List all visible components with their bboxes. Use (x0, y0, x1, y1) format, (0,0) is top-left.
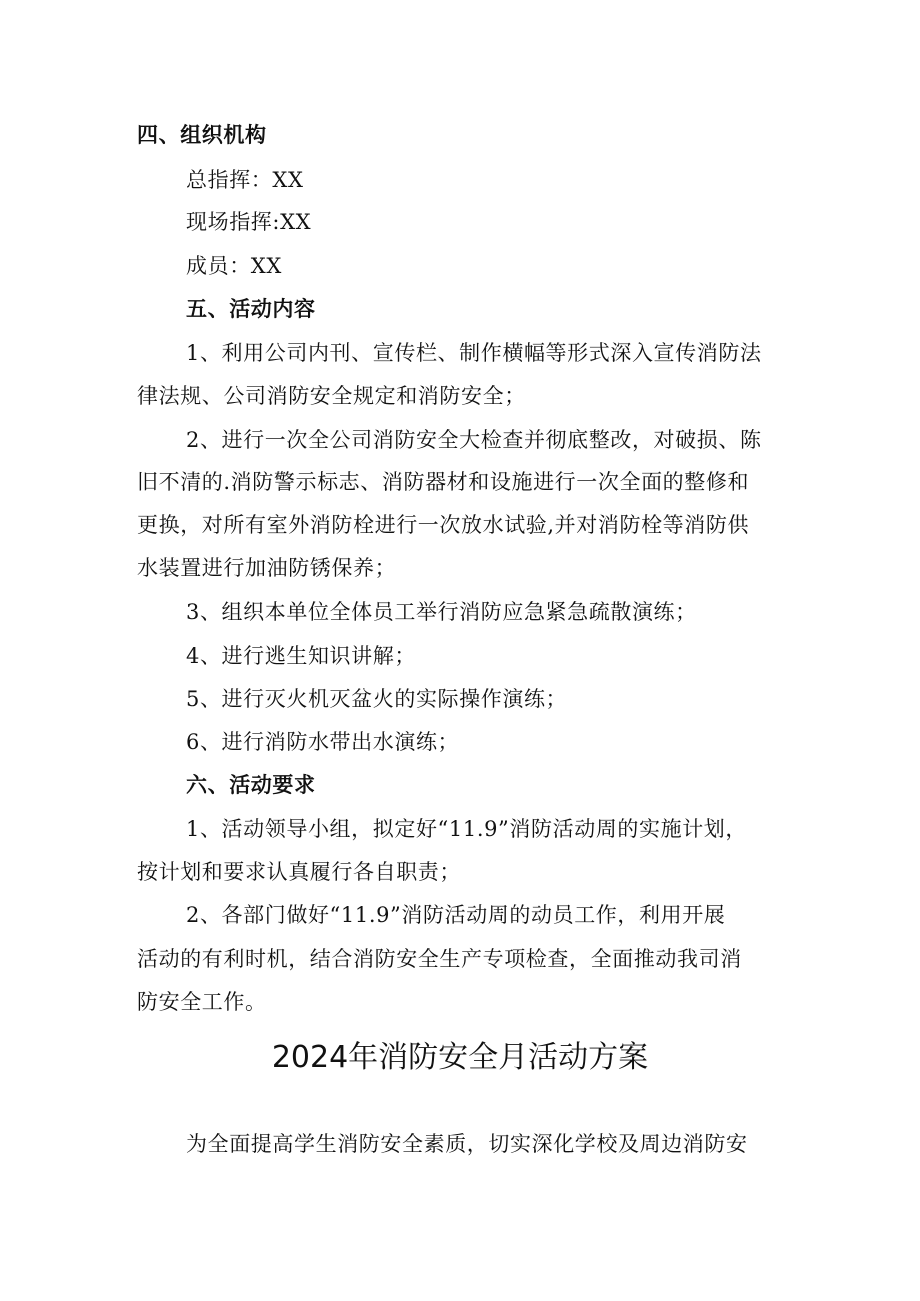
commander-line: 总指挥：XX (186, 168, 304, 192)
next-document-intro-line-1: 为全面提高学生消防安全素质，切实深化学校及周边消防安 (186, 1132, 748, 1156)
section-5-item-2-line-4: 水装置进行加油防锈保养； (137, 556, 397, 580)
section-6-heading: 六、活动要求 (186, 772, 316, 797)
section-5-item-2-line-2: 旧不清的.消防警示标志、消防器材和设施进行一次全面的整修和 (137, 470, 750, 494)
section-4-heading: 四、组织机构 (137, 122, 267, 147)
section-5-item-5: 5、进行灭火机灭盆火的实际操作演练； (186, 687, 568, 711)
section-5-item-6: 6、进行消防水带出水演练； (186, 730, 460, 754)
section-5-item-3: 3、组织本单位全体员工举行消防应急紧急疏散演练； (186, 600, 697, 624)
section-6-item-2-line-2: 活动的有利时机，结合消防安全生产专项检查，全面推动我司消 (137, 947, 742, 971)
section-6-item-2-line-3: 防安全工作。 (137, 990, 267, 1014)
section-5-item-2-line-1: 2、进行一次全公司消防安全大检查并彻底整改，对破损、陈 (186, 428, 762, 452)
members-line: 成员：XX (186, 254, 282, 278)
section-5-heading: 五、活动内容 (186, 296, 316, 321)
site-commander-line: 现场指挥:XX (186, 210, 312, 234)
section-5-item-1-line-2: 律法规、公司消防安全规定和消防安全； (137, 384, 526, 408)
section-5-item-1-line-1: 1、利用公司内刊、宣传栏、制作横幅等形式深入宣传消防法 (186, 341, 762, 365)
next-document-title: 2024年消防安全月活动方案 (271, 1040, 649, 1075)
section-6-item-2-line-1: 2、各部门做好“11.9”消防活动周的动员工作，利用开展 (186, 903, 726, 927)
section-5-item-4: 4、进行逃生知识讲解； (186, 644, 416, 668)
section-5-item-2-line-3: 更换，对所有室外消防栓进行一次放水试验,并对消防栓等消防供 (137, 513, 750, 537)
section-6-item-1-line-2: 按计划和要求认真履行各自职责； (137, 860, 461, 884)
section-6-item-1-line-1: 1、活动领导小组，拟定好“11.9”消防活动周的实施计划， (186, 817, 747, 841)
